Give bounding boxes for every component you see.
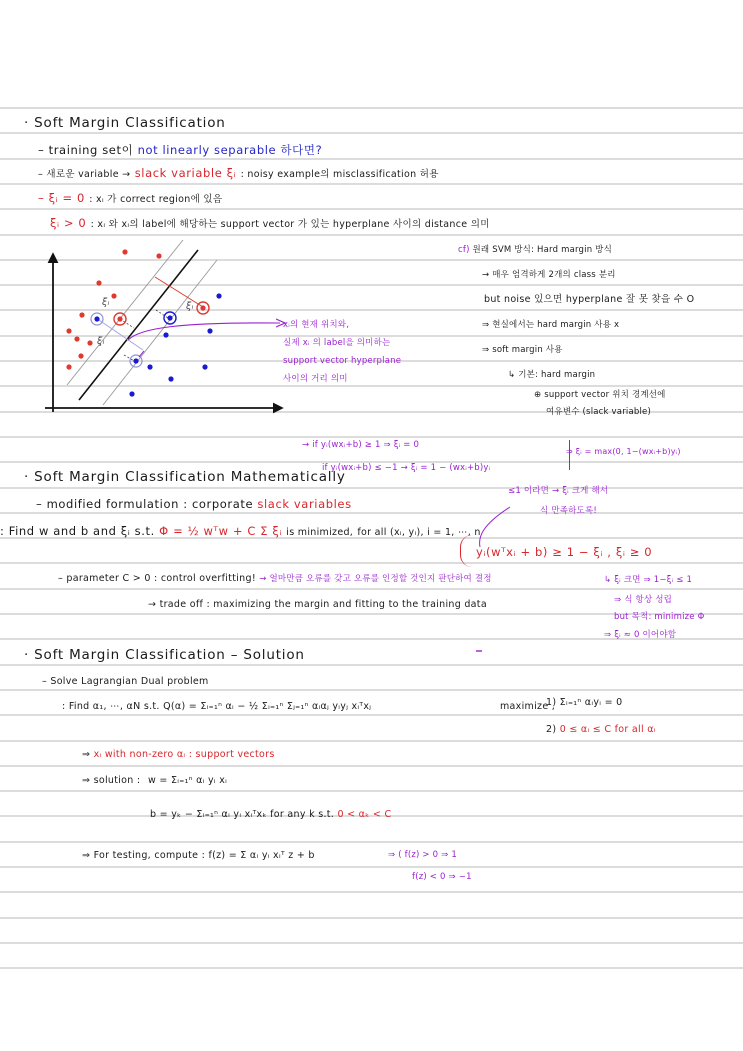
section-title-mathematically: · Soft Margin Classification Mathematically [24,469,346,485]
svm-diagram [40,240,290,420]
section-title-solution: · Soft Margin Classification – Solution [24,647,305,663]
ruled-line [0,512,743,514]
solution-label: ⇒ solution : [82,775,141,786]
text: : Find α₁, ⋯, αN s.t. [62,701,160,712]
side-note-3: but 목적: minimize Φ [614,612,705,622]
text: : Find w and b and ξᵢ s.t. [0,524,155,538]
test-positive: ⇒ ( f(z) > 0 ⇒ 1 [388,850,457,860]
ruled-line [0,942,743,944]
note-line-support-vectors [82,748,275,762]
objective-formula: Φ = ½ wᵀw + C Σ ξᵢ [159,524,283,538]
ruled-line [0,107,743,109]
ruled-line [0,208,743,210]
condition-text: 0 < αₖ < C [337,809,392,820]
condition-2 [546,723,656,737]
note-line-find-alpha [62,700,371,714]
stray-mark [476,650,482,652]
ruled-line [0,765,743,767]
ruled-line [0,664,743,666]
cf-note-line-7: ⊕ support vector 위치 경계선에 [534,390,666,400]
note-line-parameter-c [58,572,492,586]
highlight-text: slack variable ξᵢ [134,166,237,180]
diagram-annotation-1: xᵢ의 현재 위치와, [283,320,350,330]
constraint-formula: yᵢ(wᵀxᵢ + b) ≥ 1 − ξᵢ , ξᵢ ≥ 0 [476,545,653,559]
note-line-training-set [38,143,322,157]
cf-note-line-5: ⇒ soft margin 사용 [482,345,563,355]
slack-case-1: → if yᵢ(wxᵢ+b) ≥ 1 ⇒ ξᵢ = 0 [302,440,420,450]
text: – parameter C > 0 : control overfitting! [58,573,256,584]
ruled-line [0,588,743,590]
text: : xᵢ 와 xᵢ의 label에 해당하는 support vector 가 있는 hyperplane 사이의 distance 의미 [90,219,490,230]
ruled-line [0,562,743,564]
xi-label-right-2: ξᵢ [186,301,194,312]
text: – training set이 [38,143,134,157]
ruled-line [0,714,743,716]
text: 2) [546,724,557,735]
arrow: ⇒ [82,749,91,760]
ruled-line [0,740,743,742]
cf-note-line-3: but noise 있으면 hyperplane 잘 못 찾을 수 O [484,294,695,305]
highlight-text: slack variables [257,497,352,511]
b-equation-line [150,808,391,822]
cf-note-line-2: → 매우 엄격하게 2개의 class 분리 [482,270,616,280]
slack-note-1: ≤1 이라면 → ξᵢ 크게 해서 [508,486,609,496]
diagram-annotation-4: 사이의 거리 의미 [283,374,348,384]
text: : xᵢ 가 correct region에 있음 [89,194,223,205]
math-var: ξᵢ = 0 [48,191,85,205]
side-note-4: ⇒ ξᵢ ≈ 0 이어야함 [604,630,677,640]
maximize-label: maximize , [500,701,556,712]
diagram-annotation-2: 실제 xᵢ 의 label을 의미하는 [283,338,391,348]
annotation-text: → 얼마만큼 오류를 갖고 오류를 인정할 것인지 판단하여 결정 [259,574,492,584]
ruled-line [0,234,743,236]
ruled-line [0,158,743,160]
xi-label-right: ξᵢ [102,297,110,308]
side-note-1: ↳ ξᵢ 크면 ⇒ 1−ξᵢ ≤ 1 [604,575,693,585]
b-equation: b = yₖ − Σᵢ₌₁ⁿ αᵢ yᵢ xᵢᵀxₖ for any k s.t. [150,809,335,820]
note-line-tradeoff: → trade off : maximizing the margin and fitting to the training data [148,599,487,610]
ruled-line [0,487,743,489]
text: : noisy example의 misclassification 허용 [240,169,439,180]
text: – modified formulation : corporate [36,497,254,511]
side-note-2: ⇒ 식 항상 성립 [614,595,673,605]
text: – 새로운 variable → [38,169,131,180]
ruled-line [0,891,743,893]
dual-formula: Q(α) = Σᵢ₌₁ⁿ αᵢ − ½ Σᵢ₌₁ⁿ Σⱼ₌₁ⁿ αᵢαⱼ yᵢyⱼ xᵢᵀxⱼ [163,701,372,712]
note-line-xi-positive [50,216,490,232]
cf-note-line-8: 여유변수 (slack variable) [546,407,651,417]
dash: – [38,191,45,205]
highlight-text: not linearly separable 하다면? [137,143,323,157]
ruled-line [0,790,743,792]
section-title-soft-margin: · Soft Margin Classification [24,115,226,131]
math-var: ξᵢ > 0 [50,216,87,230]
text: for all (xᵢ, yᵢ), i = 1, ⋯, n [357,527,481,538]
text: is minimized, [286,527,354,538]
bracket [566,440,570,470]
w-equation: w = Σᵢ₌₁ⁿ αᵢ yᵢ xᵢ [148,775,228,786]
slack-combined: ⇒ ξᵢ = max(0, 1−(wxᵢ+b)yᵢ) [566,447,681,456]
cf-note-line-4: ⇒ 현실에서는 hard margin 사용 x [482,320,620,330]
condition-1: 1) Σᵢ₌₁ⁿ αᵢyᵢ = 0 [546,697,623,708]
condition-text: 0 ≤ αᵢ ≤ C for all αᵢ [559,724,656,735]
ruled-line [0,967,743,969]
arrow-icon [470,505,530,550]
cf-label: cf) [458,245,470,255]
text: 원래 SVM 방식: Hard margin 방식 [472,245,613,255]
note-line-slack-variable [38,166,439,182]
ruled-line [0,689,743,691]
slack-note-2: 식 만족하도록! [540,506,597,516]
note-line-testing: ⇒ For testing, compute : f(z) = Σ αᵢ yᵢ xᵢᵀ z + b [82,850,315,861]
cf-note-line-6: ↳ 기본: hard margin [508,370,596,380]
slack-case-2: if yᵢ(wxᵢ+b) ≤ −1 → ξᵢ = 1 − (wxᵢ+b)yᵢ [322,463,491,473]
diagram-annotation-3: support vector hyperplane [283,356,402,366]
ruled-line [0,841,743,843]
note-line-find-w-b [0,524,481,540]
note-line-xi-zero [38,191,222,207]
xi-label-left: ξᵢ [97,336,105,347]
ruled-line [0,132,743,134]
note-line-lagrangian: – Solve Lagrangian Dual problem [42,676,209,687]
ruled-line [0,917,743,919]
ruled-line [0,866,743,868]
ruled-line [0,183,743,185]
highlight-text: xᵢ with non-zero αᵢ : support vectors [93,749,275,760]
test-negative: f(z) < 0 ⇒ −1 [412,872,472,882]
cf-note-line-1 [458,243,612,257]
note-line-modified-formulation [36,497,352,511]
